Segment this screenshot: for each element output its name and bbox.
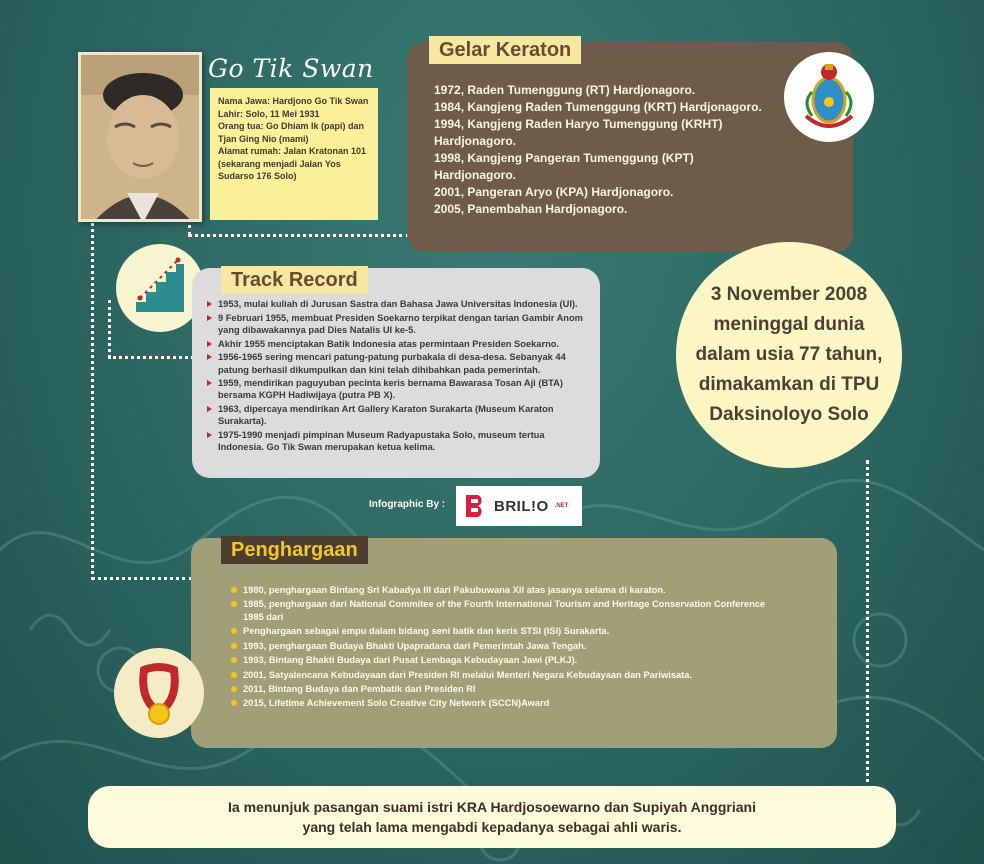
gelar-item: 2005, Panembahan Hardjonagoro. [434,202,628,216]
gelar-item: 1994, Kangjeng Raden Haryo Tumenggung (KRHT) Hardjonagoro. [434,117,723,148]
gelar-item: 1998, Kangjeng Pangeran Tumenggung (KPT) Hardjonagoro. [434,151,694,182]
brilio-b-icon [464,493,488,519]
bio-line: Orang tua: Go Dhiam Ik (papi) dan Tjan Ging Nio (mami) [218,121,365,144]
list-item: 1975-1990 menjadi pimpinan Museum Radyapustaka Solo, museum tertua Indonesia. Go Tik Swan merupakan ketua kelima. [218,429,586,453]
track-record-panel [192,268,600,478]
gelar-item: 1984, Kangjeng Raden Tumenggung (KRT) Hardjonagoro. [434,100,762,114]
death-line: dalam usia 77 tahun, [695,344,883,365]
portrait-photo [78,52,202,222]
bio-line: Lahir: Solo, 11 Mei 1931 [218,108,320,119]
person-name: Go Tik Swan [208,54,374,83]
death-info-circle [676,242,902,468]
gelar-keraton-title: Gelar Keraton [429,36,581,64]
list-item: 1980, penghargaan Bintang Sri Kabadya III dari Pakubuwana XII atas jasanya selama di karaton. [243,584,813,597]
list-item: 2011, Bintang Budaya dan Pembatik dari Presiden RI [243,683,813,696]
infographic-credit-label: Infographic By : [369,499,446,510]
bio-line: Alamat rumah: Jalan Kratonan 101 (sekarang menjadi Jalan Yos Sudarso 176 Solo) [218,146,367,181]
brilio-logo[interactable] [456,486,582,526]
penghargaan-title: Penghargaan [221,536,368,564]
death-line: meninggal dunia [713,314,865,335]
list-item: 2015, Lifetime Achievement Solo Creative City Network (SCCN)Award [243,697,813,710]
death-line: Daksinoloyo Solo [709,404,869,425]
list-item: 1959, mendirikan paguyuban pecinta keris bernama Bawarasa Tosan Aji (BTA) bersama KGPH Hadiwijaya (putra PB X). [218,377,586,401]
list-item: 2001, Satyalencana Kebudayaan dari Presiden RI melalui Menteri Negara Kebudayaan dan Pariwisata. [243,669,813,682]
bio-card [210,88,378,220]
death-line: dimakamkan di TPU [698,374,880,395]
list-item: 1985, penghargaan dari National Commitee of the Fourth International Tourism and Heritage Conservation Conference 1985 dari [243,598,783,623]
footer-line: Ia menunjuk pasangan suami istri KRA Hardjosoewarno dan Supiyah Anggriani [228,799,756,815]
list-item: Akhir 1955 menciptakan Batik Indonesia atas permintaan Presiden Soekarno. [218,338,586,350]
gelar-item: 2001, Pangeran Aryo (KPA) Hardjonagoro. [434,185,674,199]
bio-line: Nama Jawa: Hardjono Go Tik Swan [218,96,369,106]
connector-line [188,234,410,237]
connector-line [91,577,193,580]
list-item: 1953, mulai kuliah di Jurusan Sastra dan Bahasa Jawa Universitas Indonesia (UI). [218,298,586,310]
list-item: Penghargaan sebagai empu dalam bidang seni batik dan keris STSI (ISI) Surakarta. [243,625,813,638]
connector-line [866,460,869,790]
connector-line [108,300,111,358]
gelar-item: 1972, Raden Tumenggung (RT) Hardjonagoro. [434,83,696,97]
keraton-emblem-icon [784,52,874,142]
list-item: 1956-1965 sering mencari patung-patung purbakala di desa-desa. Sebanyak 44 patung berhasil dikumpulkan dan kini telah dihibahkan pada pemerintah. [218,351,586,375]
footer-banner [88,786,896,848]
list-item: 1993, Bintang Bhakti Budaya dari Pusat Lembaga Kebudayaan Jawi (PLKJ). [243,654,813,667]
brilio-brand-suffix: .NET [554,503,569,509]
track-record-title: Track Record [221,266,368,294]
list-item: 9 Februari 1955, membuat Presiden Soekarno terpikat dengan tarian Gambir Anom yang dibawakannya pad Dies Natalis UI ke-5. [218,312,586,336]
medal-icon [114,648,204,738]
connector-line [108,356,194,359]
stairs-icon [116,244,204,332]
list-item: 1963, dipercaya mendirikan Art Gallery Karaton Surakarta (Museum Karaton Surakarta). [218,403,586,427]
brilio-brand: BRIL!O [494,497,549,515]
penghargaan-panel [191,538,837,748]
connector-line [91,210,94,580]
footer-line: yang telah lama mengabdi kepadanya sebagai ahli waris. [302,819,682,835]
death-line: 3 November 2008 [710,284,868,305]
list-item: 1993, penghargaan Budaya Bhakti Upapradana dari Pemerintah Jawa Tengah. [243,640,813,653]
